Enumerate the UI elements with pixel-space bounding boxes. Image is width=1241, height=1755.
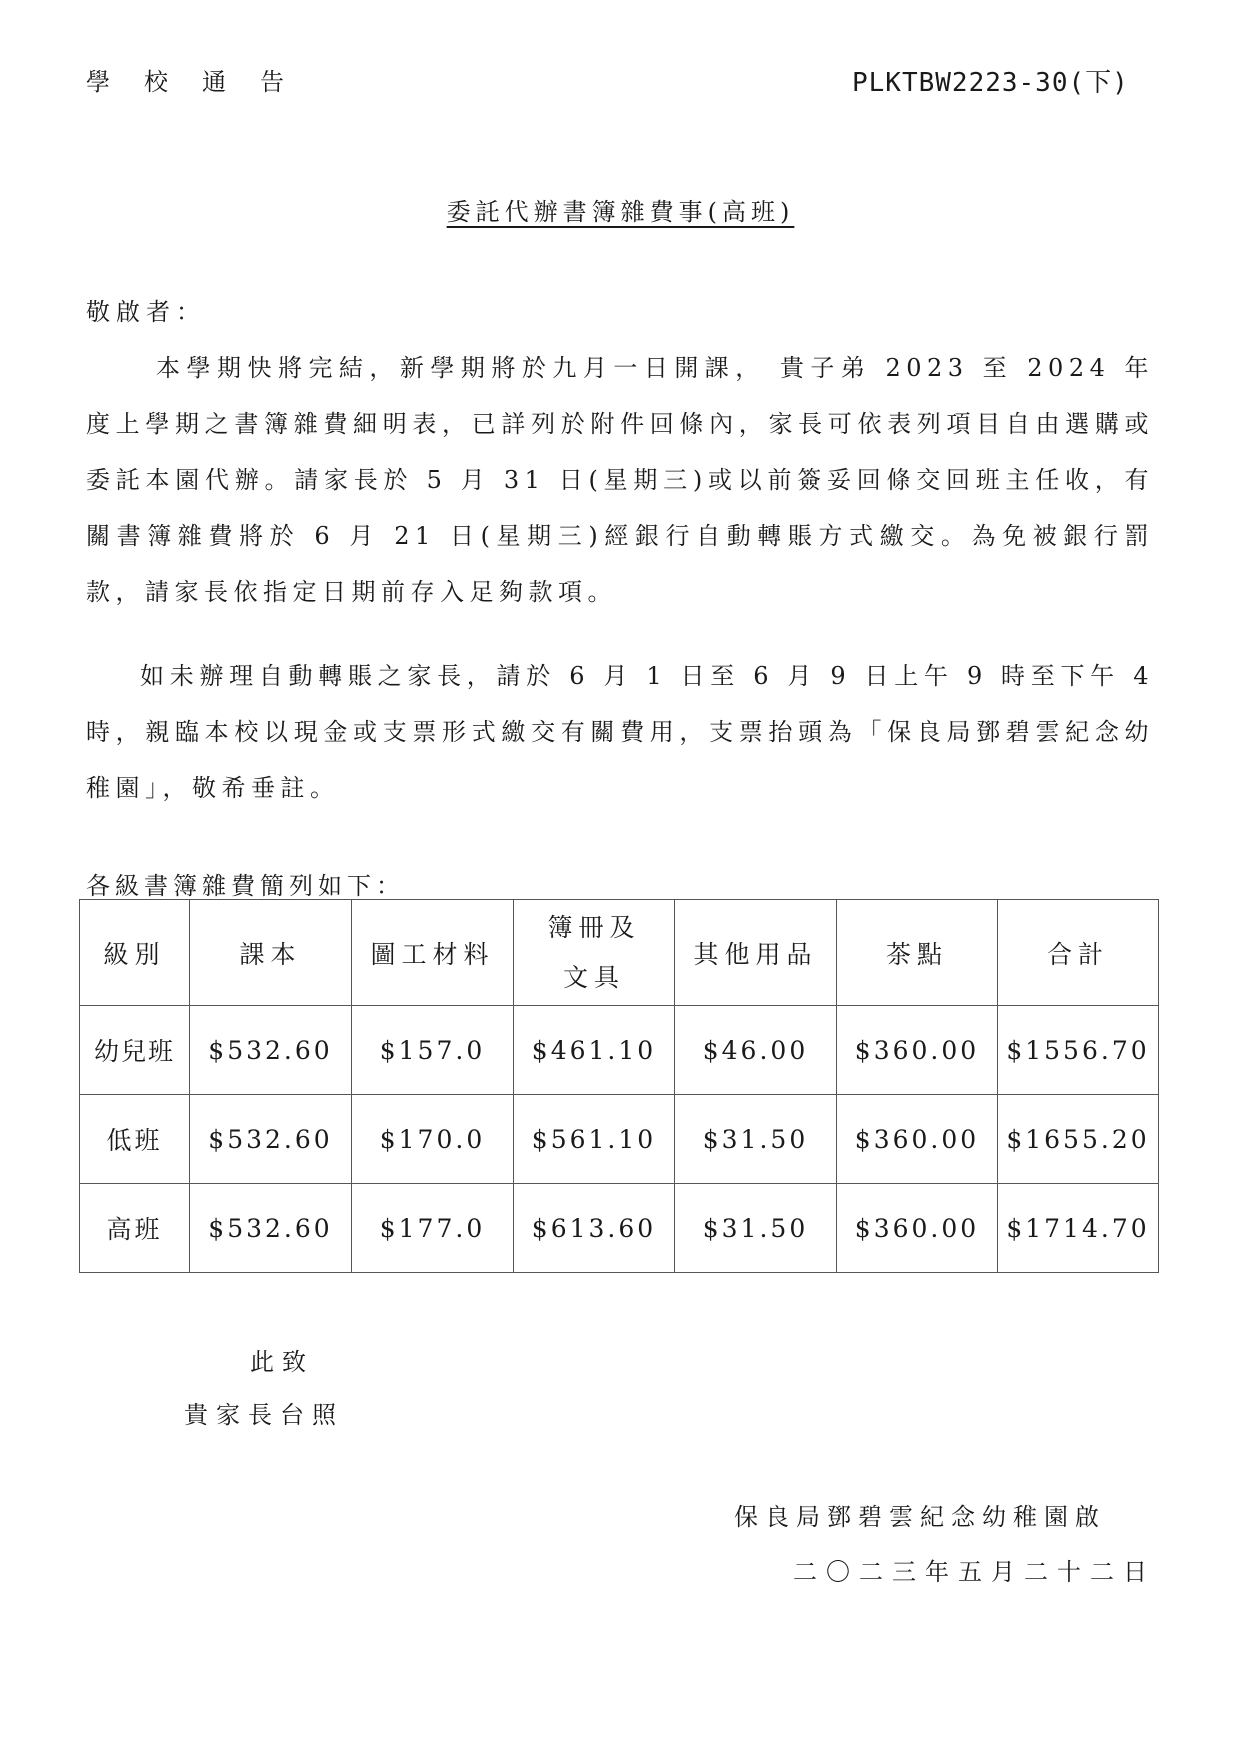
table-row [80, 1095, 1159, 1184]
cell-other-items: $31.50 [675, 1184, 837, 1273]
cell-total: $1714.70 [998, 1184, 1159, 1273]
signature: 保良局鄧碧雲紀念幼稚園啟 [734, 1503, 1106, 1531]
table-header-row [80, 900, 1159, 1006]
cell-art-materials: $157.0 [352, 1006, 514, 1095]
header-textbooks: 課本 [190, 900, 352, 1006]
header-exercise-books-line2: 文具 [562, 962, 625, 992]
table-row [80, 1184, 1159, 1273]
cell-snacks: $360.00 [837, 1184, 998, 1273]
body-paragraph-1: 本學期快將完結，新學期將於九月一日開課， 貴子弟 2023 至 2024 年度上學期之書簿雜費細明表，已詳列於附件回條內，家長可依表列項目自由選購或委託本園代辦。請家長於 5 月 31 日(星期三)或以前簽妥回條交回班主任收，有關書簿雜費將於 6 月 21 日(星期三)經銀行自動轉賬方式繳交。為免被銀行罰款，請家長依指定日期前存入足夠款項。 [86, 354, 1154, 606]
cell-other-items: $46.00 [675, 1006, 837, 1095]
header-exercise-books-stationery [514, 900, 675, 1006]
header-total: 合計 [998, 900, 1159, 1006]
cell-art-materials: $170.0 [352, 1095, 514, 1184]
cell-textbooks: $532.60 [190, 1095, 352, 1184]
table-caption: 各級書簿雜費簡列如下： [86, 872, 405, 900]
cell-exercise-books: $461.10 [514, 1006, 675, 1095]
cell-textbooks: $532.60 [190, 1184, 352, 1273]
closing-line-2: 貴家長台照 [184, 1401, 344, 1429]
cell-total: $1655.20 [998, 1095, 1159, 1184]
notice-title-text: 委託代辦書簿雜費事(高班) [446, 198, 795, 226]
body-paragraph-2: 如未辦理自動轉賬之家長，請於 6 月 1 日至 6 月 9 日上午 9 時至下午 4 時，親臨本校以現金或支票形式繳交有關費用，支票抬頭為「保良局鄧碧雲紀念幼稚園」，敬希垂註。 [86, 662, 1154, 802]
header-snacks: 茶點 [837, 900, 998, 1006]
notice-reference-number: PLKTBW2223-30(下) [852, 68, 1129, 98]
cell-snacks: $360.00 [837, 1095, 998, 1184]
cell-snacks: $360.00 [837, 1006, 998, 1095]
cell-exercise-books: $613.60 [514, 1184, 675, 1273]
closing-line-1: 此致 [250, 1348, 314, 1376]
row-level: 低班 [80, 1095, 190, 1184]
cell-total: $1556.70 [998, 1006, 1159, 1095]
notice-title [0, 192, 1241, 227]
table-row [80, 1006, 1159, 1095]
header-other-items: 其他用品 [675, 900, 837, 1006]
header-level: 級別 [80, 900, 190, 1006]
header-exercise-books-line1: 簿冊及 [547, 912, 641, 942]
cell-exercise-books: $561.10 [514, 1095, 675, 1184]
header-art-materials: 圖工材料 [352, 900, 514, 1006]
notice-label: 學校通告 [86, 68, 318, 96]
salutation: 敬啟者： [86, 298, 206, 326]
fee-table [79, 899, 1159, 1273]
cell-textbooks: $532.60 [190, 1006, 352, 1095]
issue-date: 二〇二三年五月二十二日 [793, 1558, 1156, 1586]
row-level: 幼兒班 [80, 1006, 190, 1095]
row-level: 高班 [80, 1184, 190, 1273]
cell-other-items: $31.50 [675, 1095, 837, 1184]
cell-art-materials: $177.0 [352, 1184, 514, 1273]
